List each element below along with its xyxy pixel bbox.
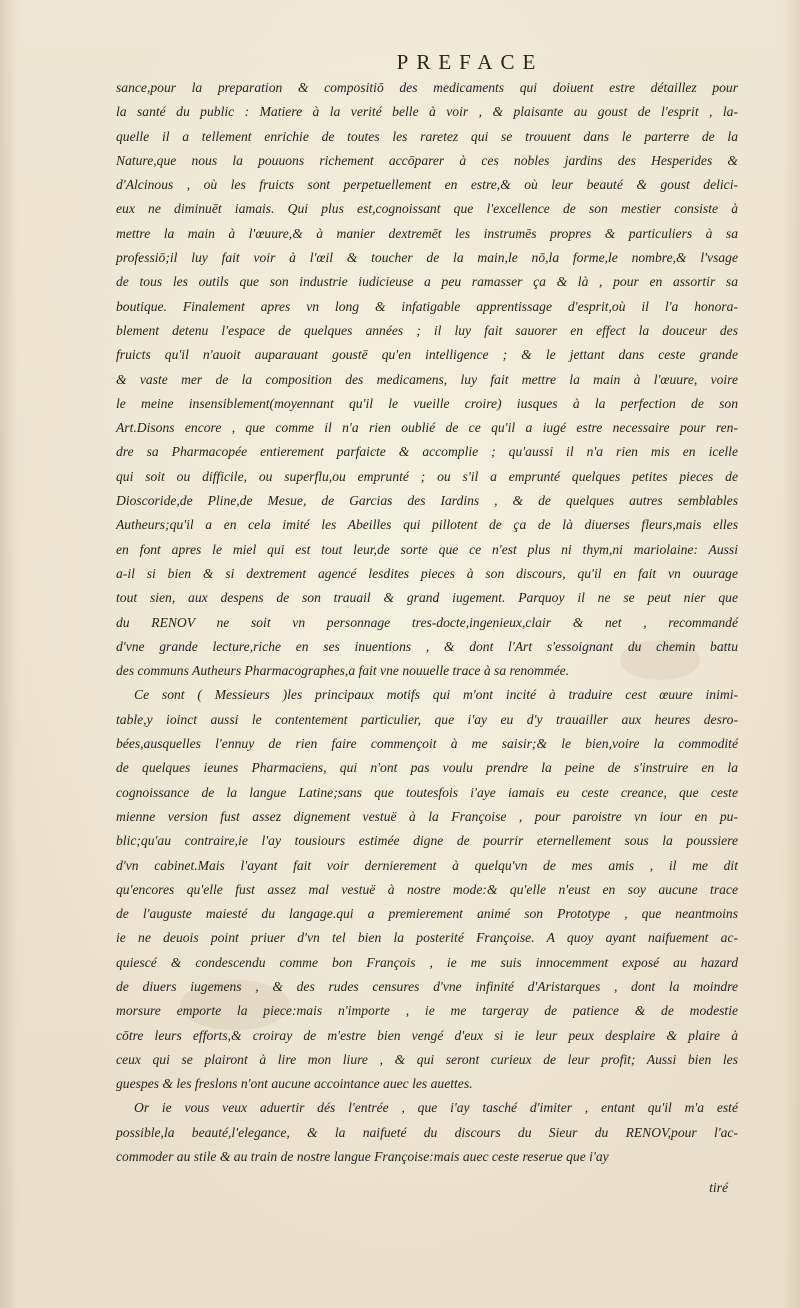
text-line: le meine insensiblement(moyennant qu'il le vueille croire) iusques à la perfection de son: [116, 395, 738, 411]
text-line: la santé du public : Matiere à la verité belle à voir , & plaisante au goust de l'esprit , la-: [116, 104, 738, 120]
text-line: Dioscoride,de Pline,de Mesue, de Garcias des Iardins , & de quelques autres semblables: [116, 493, 738, 509]
text-line: mienne version fust assez dignement vestuë à la Françoise , pour paroistre vn iour en pu-: [116, 808, 738, 824]
text-line: sance,pour la preparation & compositiō des medicaments qui doiuent estre détaillez pour: [116, 80, 738, 95]
text-line: boutique. Finalement apres vn long & infatigable apprentissage d'esprit,où il l'a honora-: [116, 298, 738, 314]
text-line: table,y ioinct aussi le contentement particulier, que i'ay eu d'y trauailler aux heures desro-: [116, 711, 738, 727]
text-line: en font apres le miel qui est tout leur,de sorte que ce n'est plus ni thym,ni mariolaine: Aussi: [116, 541, 738, 557]
catchword: tiré: [709, 1180, 728, 1195]
text-line: d'vne grande lecture,riche en ses inuentions , & dont l'Art s'essoignant du chemin battu: [116, 638, 738, 654]
text-line: qu'encores qu'elle fust assez mal vestuë à nostre mode:& qu'elle n'eust en soy aucune trace: [116, 881, 738, 897]
text-line: commoder au stile & au train de nostre langue Françoise:mais auec ceste reserue que i'ay: [116, 1149, 609, 1165]
text-line: bées,ausquelles l'ennuy de rien faire commençoit à me saisir;& le bien,voire la commodité: [116, 736, 738, 752]
text-line: du RENOV ne soit vn personnage tres-docte,ingenieux,clair & net , recommandé: [116, 614, 738, 630]
text-line: & vaste mer de la composition des medicamens, luy fait mettre la main à l'œuure, voire: [116, 371, 738, 387]
text-line: possible,la beauté,l'elegance, & la naifueté du discours du Sieur du RENOV,pour l'ac-: [116, 1124, 738, 1140]
text-line: blic;qu'au contraire,ie l'ay tousiours estimée digne de pourrir eternellement sous la poussiere: [116, 833, 738, 849]
text-line: d'vn cabinet.Mais l'ayant fait voir dernierement à quelqu'vn de mes amis , il me dit: [116, 857, 738, 873]
left-edge-shadow: [0, 0, 18, 1308]
text-line: d'Alcinous , où les fruicts sont perpetuellement en estre,& où leur beauté & goust delici-: [116, 177, 738, 193]
text-line: de tous les outils que son industrie iudicieuse a peu ramasser ça & là , pour en assortir sa: [116, 274, 738, 290]
right-edge-shadow: [782, 0, 800, 1308]
text-line: a-il si bien & si dextrement agencé lesdites pieces à son discours, qu'il en fait vn ouurage: [116, 565, 738, 581]
text-line: Ce sont ( Messieurs )les principaux motifs qui m'ont incité à traduire cest œuure inimi-: [134, 687, 738, 703]
text-line: morsure emporte la piece:mais n'importe , ie me targeray de patience & de modestie: [116, 1003, 738, 1019]
text-line: de quelques ieunes Pharmaciens, qui n'ont pas voulu prendre la peine de s'instruire en la: [116, 760, 738, 776]
text-line: Art.Disons encore , que comme il n'a rien oublié de ce qu'il a iugé estre necessaire pour ren-: [116, 420, 738, 436]
text-line: des communs Autheurs Pharmacographes,a fait vne nouuelle trace à sa renommée.: [116, 663, 570, 679]
text-line: quelle il a tellement enrichie de toutes les raretez qui se trouuent dans le parterre de la: [116, 128, 738, 144]
text-line: quiescé & condescendu comme bon François , ie me suis innocemment exposé au hazard: [116, 954, 738, 970]
text-line: tout sien, aux despens de son trauail & grand iugement. Parquoy il ne se peut nier que: [116, 590, 738, 606]
text-line: mettre la main à l'œuure,& à manier dextremēt les instrumēs propres & particuliers à sa: [116, 225, 738, 241]
text-line: cōtre leurs efforts,& croiray de m'estre bien vengé d'eux si ie leur peux desplaire & plaire à: [116, 1027, 738, 1043]
text-line: professiō;il luy fait voir à l'œil & toucher de la main,le nō,la forme,le nombre,& l'vsage: [116, 250, 738, 266]
body-text: [116, 76, 738, 1169]
running-head: PREFACE: [396, 50, 544, 74]
text-line: eux ne diminuēt iamais. Qui plus est,cognoissant que l'excellence de son mestier consiste à: [116, 201, 738, 217]
text-line: blement detenu l'espace de quelques années ; il luy fait sauorer en effect la douceur des: [116, 322, 738, 338]
text-line: de l'auguste maiesté du langage.qui a premierement animé son Prototype , que neantmoins: [116, 906, 738, 922]
text-line: Or ie vous veux aduertir dés l'entrée , que i'ay tasché d'imiter , entant qu'il m'a esté: [134, 1100, 738, 1116]
text-line: Autheurs;qu'il a en cela imité les Abeilles qui pillotent de ça de là diuerses fleurs,mais elles: [116, 517, 738, 533]
text-line: qui soit ou difficile, ou superflu,ou emprunté ; ou s'il a emprunté quelques petites pieces de: [116, 468, 738, 484]
text-line: fruicts qu'il n'auoit auparauant goustē qu'en intelligence ; & le jettant dans ceste grande: [116, 347, 738, 363]
text-line: guespes & les freslons n'ont aucune accointance auec les auettes.: [116, 1076, 473, 1092]
text-line: cognoissance de la langue Latine;sans que toutesfois i'aye iamais eu ceste creance, que ceste: [116, 784, 738, 800]
text-line: ceux qui se plairont à lire mon liure , & qui seront curieux de leur profit; Aussi bien les: [116, 1051, 738, 1067]
text-line: Nature,que nous la pouuons richement accōparer à ces nobles jardins des Hesperides &: [116, 152, 738, 168]
text-line: ie ne deuois point priuer d'vn tel bien la posterité Françoise. A quoy ayant naifuement ac-: [116, 930, 738, 946]
text-line: dre sa Pharmacopée entierement parfaicte & accomplie ; qu'aussi il n'a rien mis en icelle: [116, 444, 738, 460]
text-line: de diuers iugemens , & des rudes censures d'vne infinité d'Aristarques , dont la moindre: [116, 978, 738, 994]
